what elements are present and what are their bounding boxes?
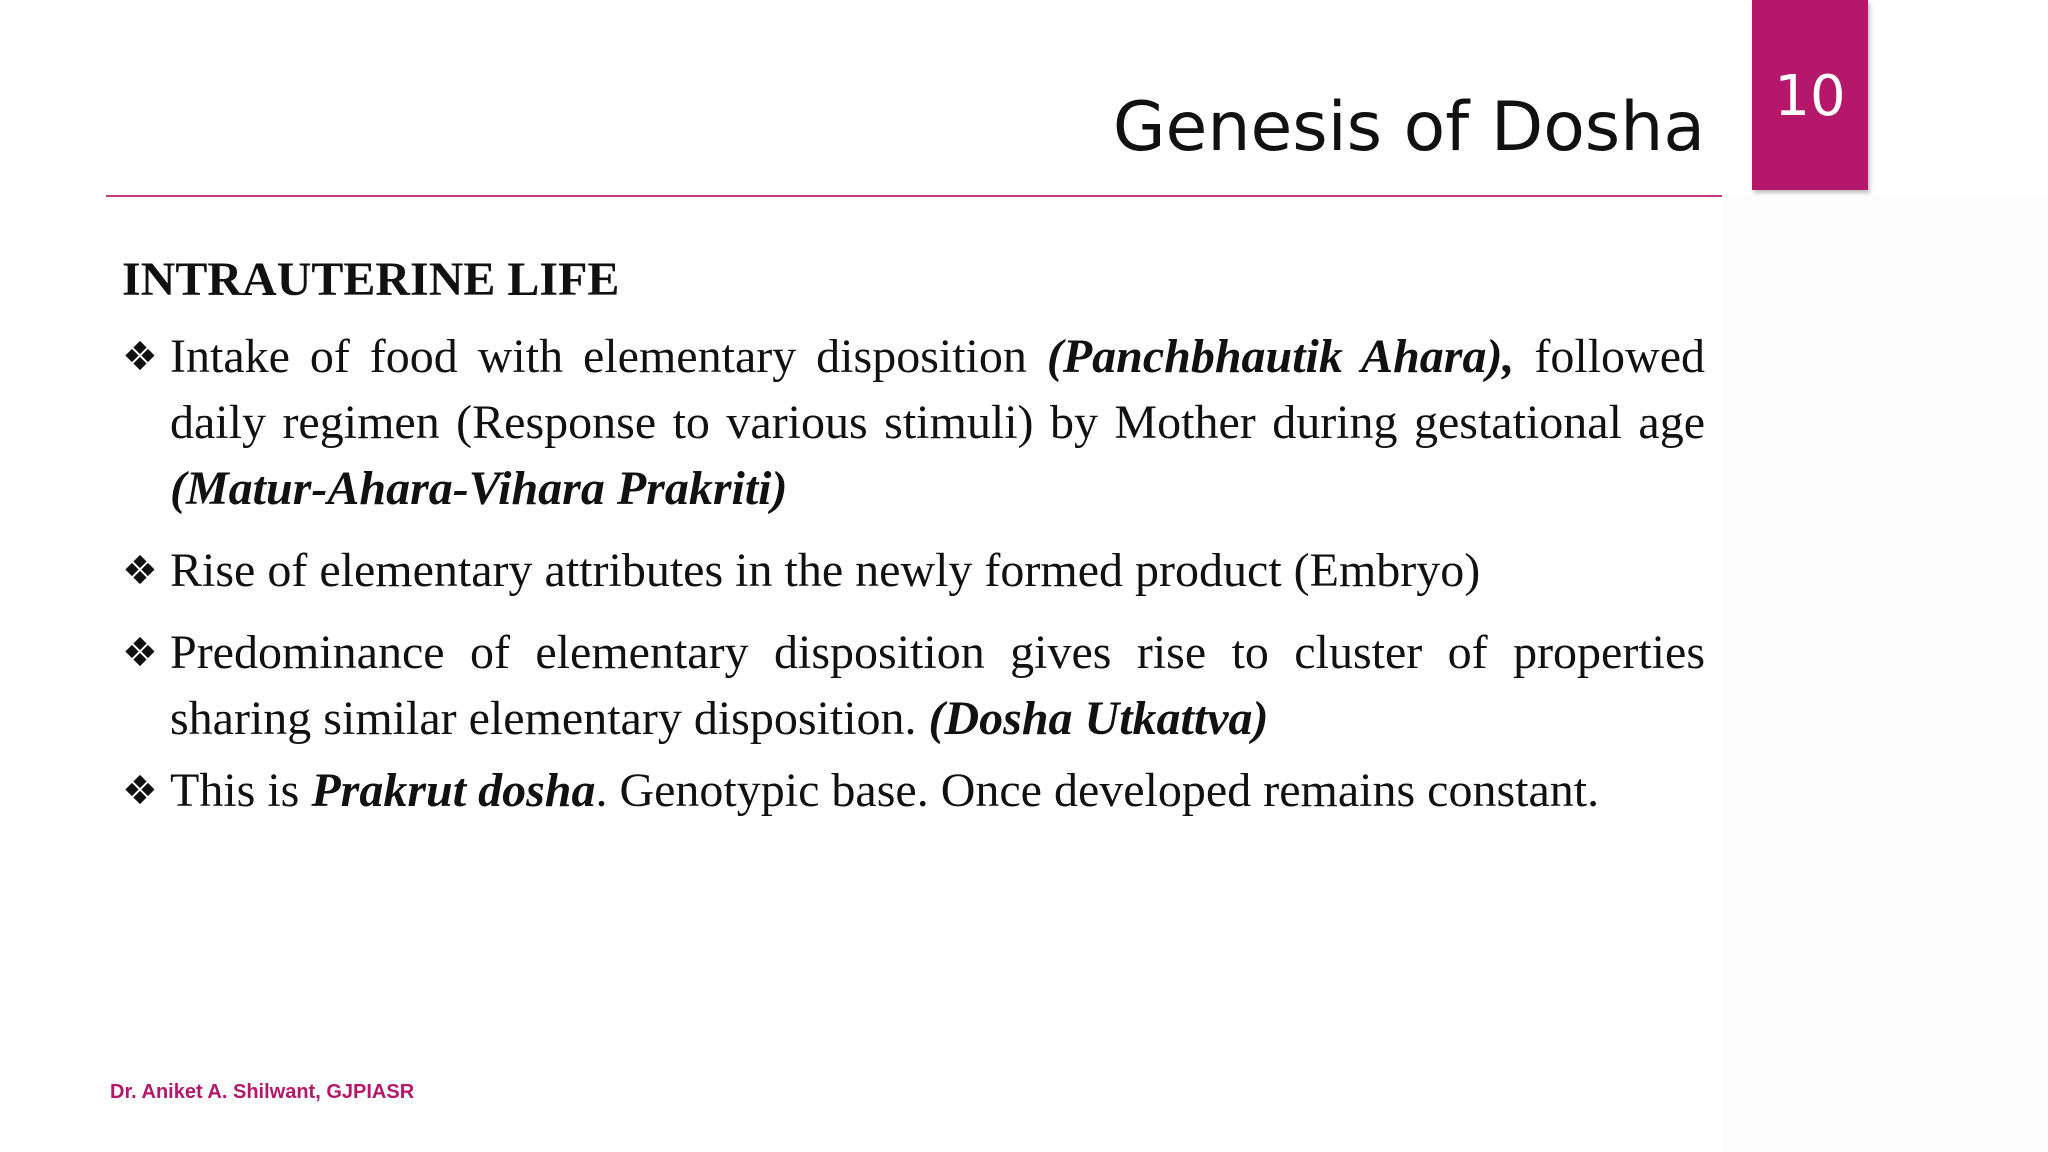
right-side-panel (1722, 195, 2048, 1152)
bullet-text: Intake of food with elementary disposition (170, 330, 1047, 383)
footer-author: Dr. Aniket A. Shilwant, GJPIASR (110, 1081, 415, 1103)
slide-content (122, 248, 1705, 840)
bullet-item (122, 758, 1705, 824)
bullet-text: This is (170, 764, 312, 817)
bullet-item (122, 324, 1705, 522)
bullet-list (122, 324, 1705, 824)
bullet-text: . Genotypic base. Once developed remains constant. (595, 764, 1600, 817)
bullet-emphasis: (Panchbhautik Ahara), (1046, 330, 1515, 383)
slide-number-badge (1752, 0, 1868, 190)
bullet-text: followed daily regimen (Response to various stimuli) by Mother during gestational age (170, 330, 1706, 449)
section-heading: INTRAUTERINE LIFE (122, 253, 620, 306)
bullet-emphasis: Prakrut dosha (311, 764, 596, 817)
four-diamond-bullet-icon: ❖ (122, 630, 158, 676)
bullet-text: Predominance of elementary disposition gives rise to cluster of properties sharing similar elementary disposition. (170, 626, 1705, 745)
bullet-emphasis: (Matur-Ahara-Vihara Prakriti) (170, 462, 788, 515)
slide-number: 10 (1774, 64, 1846, 129)
bullet-item (122, 620, 1705, 752)
slide-title: Genesis of Dosha (1112, 88, 1705, 167)
four-diamond-bullet-icon: ❖ (122, 548, 158, 594)
bullet-item (122, 538, 1705, 604)
four-diamond-bullet-icon: ❖ (122, 768, 158, 814)
four-diamond-bullet-icon: ❖ (122, 334, 158, 380)
title-divider (106, 195, 1722, 197)
bullet-text: Rise of elementary attributes in the newly formed product (Embryo) (170, 544, 1481, 597)
bullet-emphasis: (Dosha Utkattva) (928, 692, 1269, 745)
